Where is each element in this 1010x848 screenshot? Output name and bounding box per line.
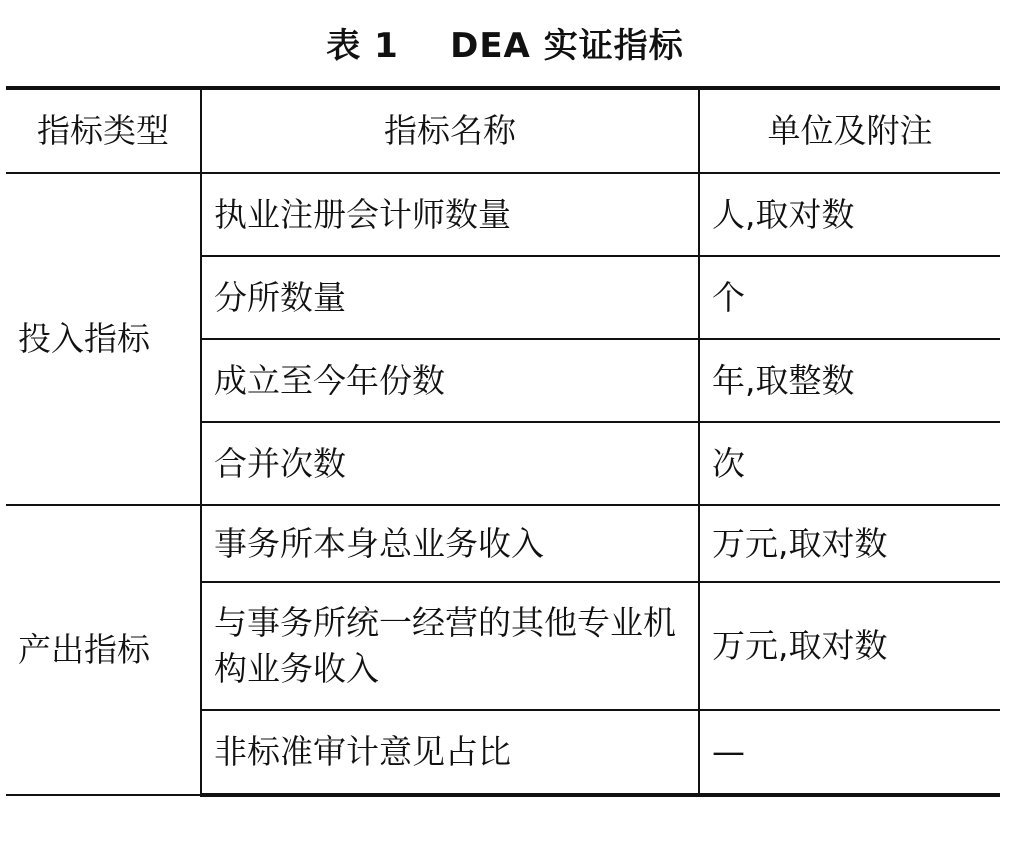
- table-header-row: [6, 88, 1000, 173]
- indicator-unit: 个: [699, 256, 1000, 339]
- indicator-unit: 年,取整数: [699, 339, 1000, 422]
- indicator-unit: 万元,取对数: [699, 582, 1000, 710]
- indicator-name: 非标准审计意见占比: [201, 710, 699, 795]
- header-unit-note: 单位及附注: [699, 88, 1000, 173]
- table-row: [6, 505, 1000, 582]
- indicator-unit: 万元,取对数: [699, 505, 1000, 582]
- indicator-name: 成立至今年份数: [201, 339, 699, 422]
- indicator-unit: —: [699, 710, 1000, 795]
- table-title: 表 1 DEA 实证指标: [326, 26, 684, 66]
- dea-indicator-table: [6, 86, 1000, 797]
- indicator-type-output: 产出指标: [6, 505, 201, 795]
- indicator-unit: 人,取对数: [699, 173, 1000, 256]
- indicator-name: 事务所本身总业务收入: [201, 505, 699, 582]
- indicator-unit: 次: [699, 422, 1000, 505]
- indicator-name: 与事务所统一经营的其他专业机构业务收入: [201, 582, 699, 710]
- indicator-type-input: 投入指标: [6, 173, 201, 505]
- indicator-name: 执业注册会计师数量: [201, 173, 699, 256]
- header-indicator-name: 指标名称: [201, 88, 699, 173]
- indicator-name: 合并次数: [201, 422, 699, 505]
- header-indicator-type: 指标类型: [6, 88, 201, 173]
- table-row: [6, 173, 1000, 256]
- indicator-name: 分所数量: [201, 256, 699, 339]
